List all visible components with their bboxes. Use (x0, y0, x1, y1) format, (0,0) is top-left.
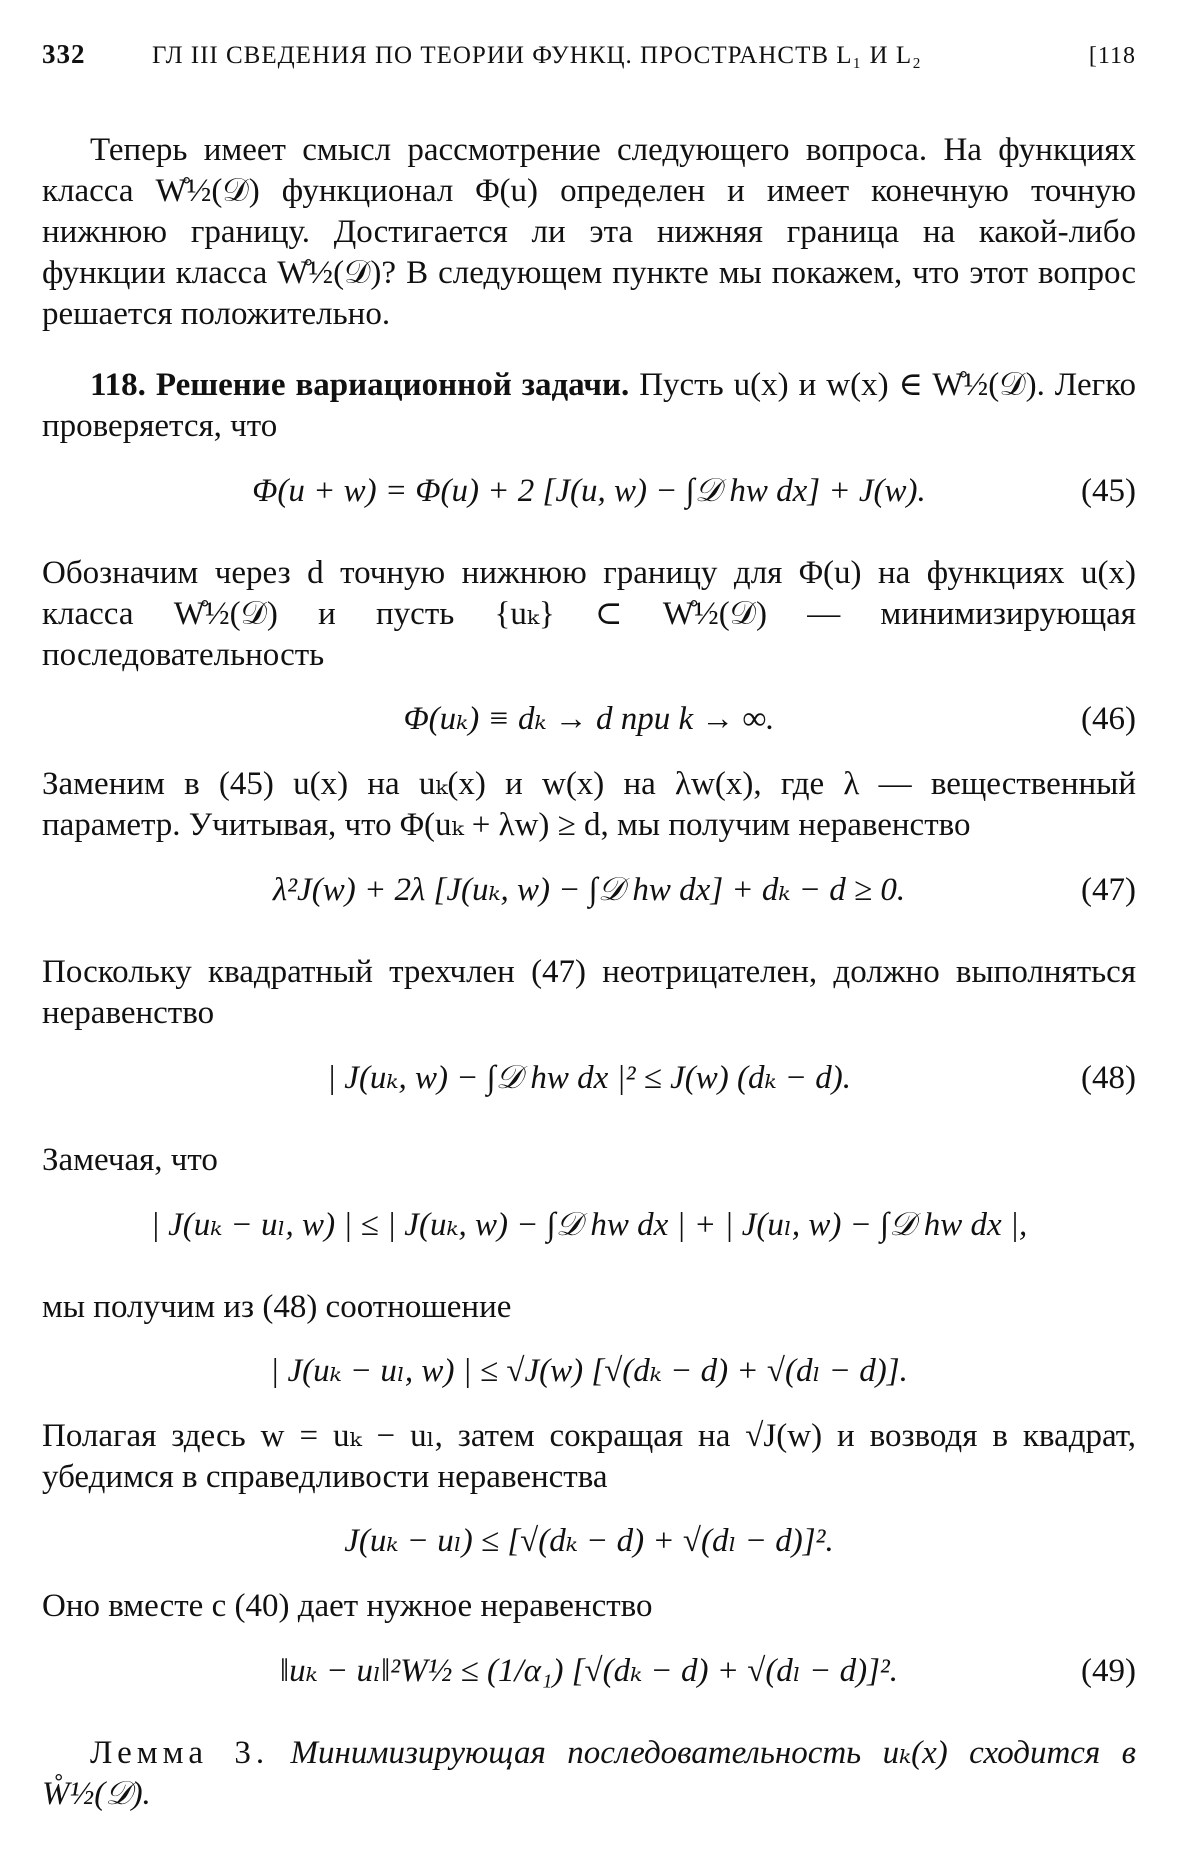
paragraph-intro: Теперь имеет смысл рассмотрение следующего вопроса. На функциях класса W̊½(𝒟) функционал Φ(u) определен и имеет конечную точную нижнюю границу. Достигается ли эта нижняя граница на какой-либо функции класса W̊½(𝒟)? В следующем пункте мы покажем, что этот вопрос решается положительно. (42, 132, 1136, 332)
paragraph-noting: Замечая, что (42, 1142, 218, 1178)
equation-body: | J(uₖ − uₗ, w) | ≤ √J(w) [√(dₖ − d) + √(dₗ − d)]. (270, 1353, 908, 1389)
page-number: 332 (42, 39, 86, 69)
paragraph-relation: мы получим из (48) соотношение (42, 1289, 512, 1325)
equation-47 (42, 860, 1136, 936)
paragraph-together: Оно вместе с (40) дает нужное неравенство (42, 1588, 653, 1624)
section-reference: [118 (1088, 43, 1136, 69)
equation-body: J(uₖ − uₗ) ≤ [√(dₖ − d) + √(dₗ − d)]². (344, 1523, 834, 1559)
equation-relation (42, 1342, 1136, 1400)
paragraph-minimizing: Обозначим через d точную нижнюю границу для Φ(u) на функциях u(x) класса W̊½(𝒟) и пусть {uₖ} ⊂ W̊½(𝒟) — минимизирующая последовательность (42, 555, 1136, 673)
equation-number: (47) (1081, 872, 1136, 908)
equation-body: λ²J(w) + 2λ [J(uₖ, w) − ∫𝒟 hw dx] + dₖ − d ≥ 0. (272, 872, 906, 908)
lemma (42, 1733, 1136, 1815)
section-text: Пусть u(x) и w(x) ∈ W̊½(𝒟). Легко проверяется, что (42, 367, 1136, 444)
paragraph-substitution: Заменим в (45) u(x) на uₖ(x) и w(x) на λw(x), где λ — вещественный параметр. Учитывая, что Φ(uₖ + λw) ≥ d, мы получим неравенство (42, 766, 1136, 843)
section-number: 118. (90, 367, 146, 403)
equation-46 (42, 690, 1136, 748)
equation-body: | J(uₖ, w) − ∫𝒟 hw dx |² ≤ J(w) (dₖ − d). (326, 1060, 852, 1096)
equation-body: | J(uₖ − uₗ, w) | ≤ | J(uₖ, w) − ∫𝒟 hw dx | + | J(uₗ, w) − ∫𝒟 hw dx |, (150, 1207, 1028, 1243)
equation-45 (42, 461, 1136, 537)
equation-squared (42, 1512, 1136, 1570)
paragraph-setting: Полагая здесь w = uₖ − uₗ, затем сокращая на √J(w) и возводя в квадрат, убедимся в справедливости неравенства (42, 1418, 1136, 1495)
equation-body: ‖uₖ − uₗ‖²W½ ≤ (1/α₁) [√(dₖ − d) + √(dₗ − d)]². (279, 1653, 899, 1689)
equation-body: Φ(uₖ) ≡ dₖ → d при k → ∞. (403, 701, 775, 737)
lemma-label: Лемма 3. (90, 1735, 270, 1771)
equation-number: (48) (1081, 1060, 1136, 1096)
equation-triangle (42, 1195, 1136, 1271)
equation-number: (46) (1081, 701, 1136, 737)
equation-49 (42, 1641, 1136, 1717)
spacer (42, 335, 1136, 365)
lemma-text: Минимизирующая последовательность uₖ(x) сходится в W̊½(𝒟). (42, 1735, 1136, 1812)
running-title: ГЛ III СВЕДЕНИЯ ПО ТЕОРИИ ФУНКЦ. ПРОСТРАНСТВ L₁ И L₂ (152, 42, 922, 69)
equation-number: (49) (1081, 1653, 1136, 1689)
equation-number: (45) (1081, 473, 1136, 509)
equation-body: Φ(u + w) = Φ(u) + 2 [J(u, w) − ∫𝒟 hw dx] + J(w). (252, 473, 926, 509)
equation-48 (42, 1048, 1136, 1124)
paragraph-trinomial: Поскольку квадратный трехчлен (47) неотрицателен, должно выполняться неравенство (42, 954, 1136, 1031)
running-header (42, 34, 1136, 74)
section-title: Решение вариационной задачи. (155, 367, 630, 403)
section-paragraph (42, 365, 1136, 447)
